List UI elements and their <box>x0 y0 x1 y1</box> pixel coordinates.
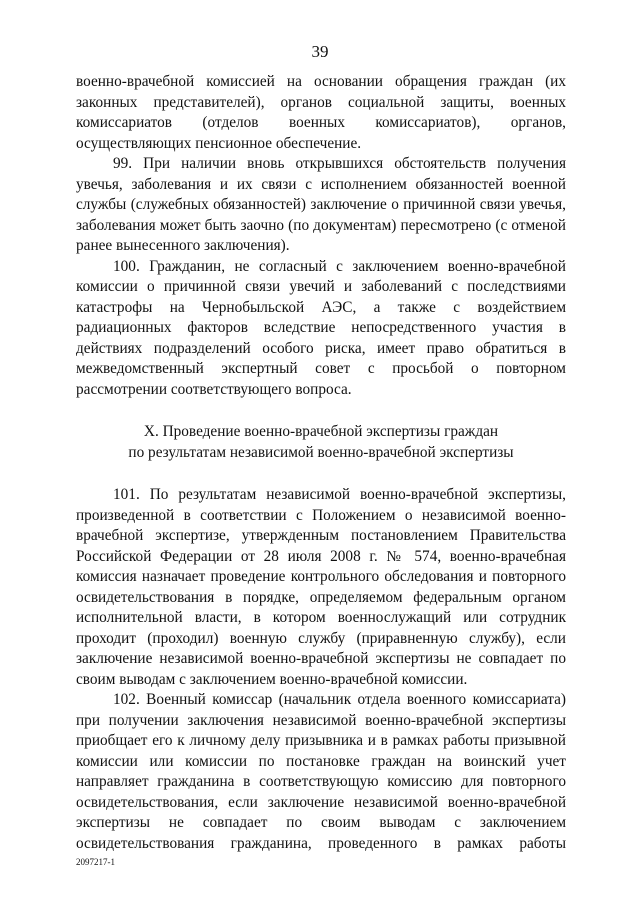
paragraph-102: 102. Военный комиссар (начальник отдела военного комиссариата) при получении заключения независимой военно-врачебной экспертизы приобщает его к личному делу призывника и в рамках работы призывной комиссии или комиссии по постановке граждан на воинский учет направляет гражданина в соответствующую комиссию для повторного освидетельствования, если заключение независимой военно-врачебной экспертизы не совпадает по своим выводам с заключением освидетельствования гражданина, проведенного в рамках работы <box>76 691 566 852</box>
page-number: 39 <box>311 42 329 61</box>
section-heading-line-1: X. Проведение военно-врачебной экспертизы граждан <box>143 423 499 440</box>
spacer <box>76 463 566 485</box>
paragraph-101: 101. По результатам независимой военно-врачебной экспертизы, произведенной в соответствии с Положением о независимой военно-врачебной экспертизе, утвержденным постановлением Правительства Российской Федерации от 28 июля 2008 г. № 574, военно-врачебная комиссия назначает проведение контрольного обследования и повторного освидетельствования в порядке, определяемом федеральным органом исполнительной власти, в котором военнослужащий или сотрудник проходит (проходил) военную службу (приравненную службу), если заключение независимой военно-врачебной экспертизы не совпадает по своим выводам с заключением военно-врачебной комиссии. <box>76 486 566 688</box>
document-code: 2097217-1 <box>76 857 115 867</box>
section-heading-line-2: по результатам независимой военно-врачебной экспертизы <box>128 443 514 461</box>
document-body <box>76 72 566 854</box>
paragraph-99: 99. При наличии вновь открывшихся обстоятельств получения увечья, заболевания и их связи с исполнением обязанностей военной службы (служебных обязанностей) заключение о причинной связи увечья, заболевания может быть заочно (по документам) пересмотрено (с отменой ранее вынесенного заключения). <box>76 155 566 254</box>
paragraph-100: 100. Гражданин, не согласный с заключением военно-врачебной комиссии о причинной связи увечий и заболеваний с последствиями катастрофы на Чернобыльской АЭС, а также с воздействием радиационных факторов вследствие непосредственного участия в действиях подразделений особого риска, имеет право обратиться в межведомственный экспертный совет с просьбой о повторном рассмотрении соответствующего вопроса. <box>76 257 566 398</box>
paragraph-continuation: военно-врачебной комиссией на основании обращения граждан (их законных представителей), органов социальной защиты, военных комиссариатов (отделов военных комиссариатов), органов, осуществляющих пенсионное обеспечение. <box>76 73 566 152</box>
section-heading <box>76 422 566 463</box>
